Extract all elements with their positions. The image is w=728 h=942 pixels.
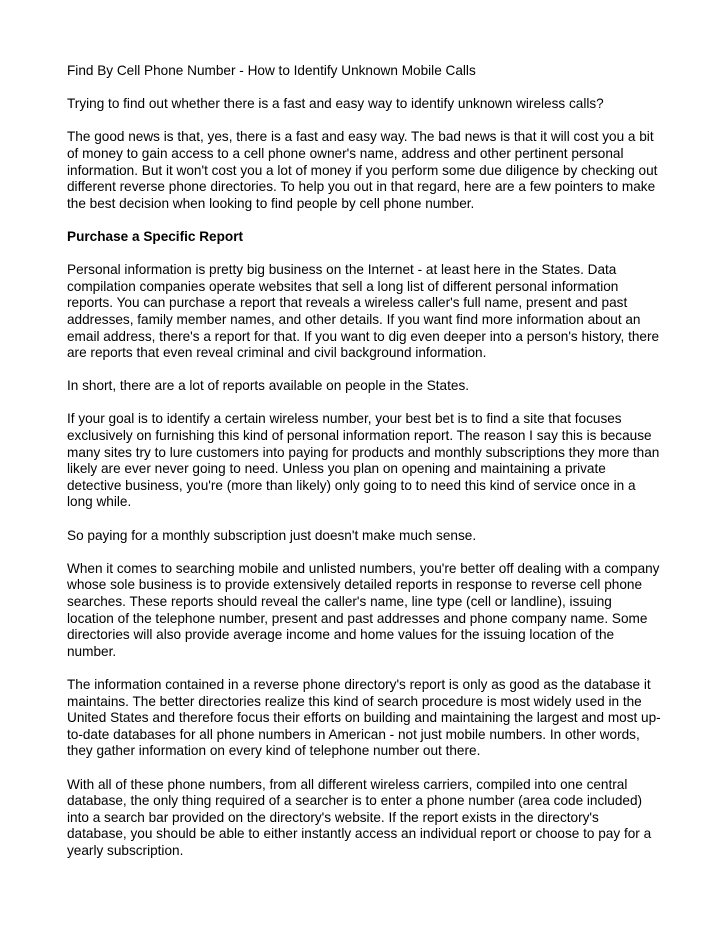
paragraph-your-goal: If your goal is to identify a certain wireless number, your best bet is to find a site that focuses exclusively on furnishing this kind of personal information report. The reason I say this is because many sites try to lure customers into paying for products and monthly subscriptions they more than likely are ever never going to need. Unless you plan on opening and maintaining a private detective business, you're (more than likely) only going to to need this kind of service once in a long while. [67,411,660,510]
paragraph-good-news: The good news is that, yes, there is a fast and easy way. The bad news is that it will cost you a bit of money to gain access to a cell phone owner's name, address and other pertinent personal information. But it won't cost you a lot of money if you perform some due diligence by checking out different reverse phone directories. To help you out in that regard, here are a few pointers to make the best decision when looking to find people by cell phone number. [67,129,658,211]
document-page [67,63,662,876]
paragraph-searching-mobile: When it comes to searching mobile and unlisted numbers, you're better off dealing with a company whose sole business is to provide extensively detailed reports in response to reverse cell phone searches. These reports should reveal the caller's name, line type (cell or landline), issuing location of the telephone number, present and past addresses and phone company name. Some directories will also provide average income and home values for the issuing location of the number. [67,560,660,659]
paragraph-personal-information: Personal information is pretty big business on the Internet - at least here in the States. Data compilation companies operate websites that sell a long list of different personal information reports. You can purchase a report that reveals a wireless caller's full name, present and past addresses, family member names, and other details. If you want find more information about an email address, there's a report for that. If you want to dig even deeper into a person's history, there are reports that even reveal criminal and civil background information. [67,262,660,361]
section-heading: Purchase a Specific Report [67,228,244,244]
paragraph-directory-database: The information contained in a reverse phone directory's report is only as good as the database it maintains. The better directories realize this kind of search procedure is most widely used in the United States and therefore focus their efforts on building and maintaining the largest and most up-to-date databases for all phone numbers in American - not just mobile numbers. In other words, they gather information on every kind of telephone number out there. [67,676,661,759]
paragraph-central-database: With all of these phone numbers, from all different wireless carriers, compiled into one central database, the only thing required of a searcher is to enter a phone number (area code included) into a search bar provided on the directory's website. If the report exists in the directory's database, you should be able to either instantly access an individual report or choose to pay for a yearly subscription. [67,776,652,858]
paragraph-monthly-subscription: So paying for a monthly subscription just doesn't make much sense. [67,527,477,543]
paragraph-intro-question: Trying to find out whether there is a fast and easy way to identify unknown wireless calls? [67,96,604,112]
document-title: Find By Cell Phone Number - How to Identify Unknown Mobile Calls [67,63,476,78]
paragraph-in-short: In short, there are a lot of reports available on people in the States. [67,378,470,394]
